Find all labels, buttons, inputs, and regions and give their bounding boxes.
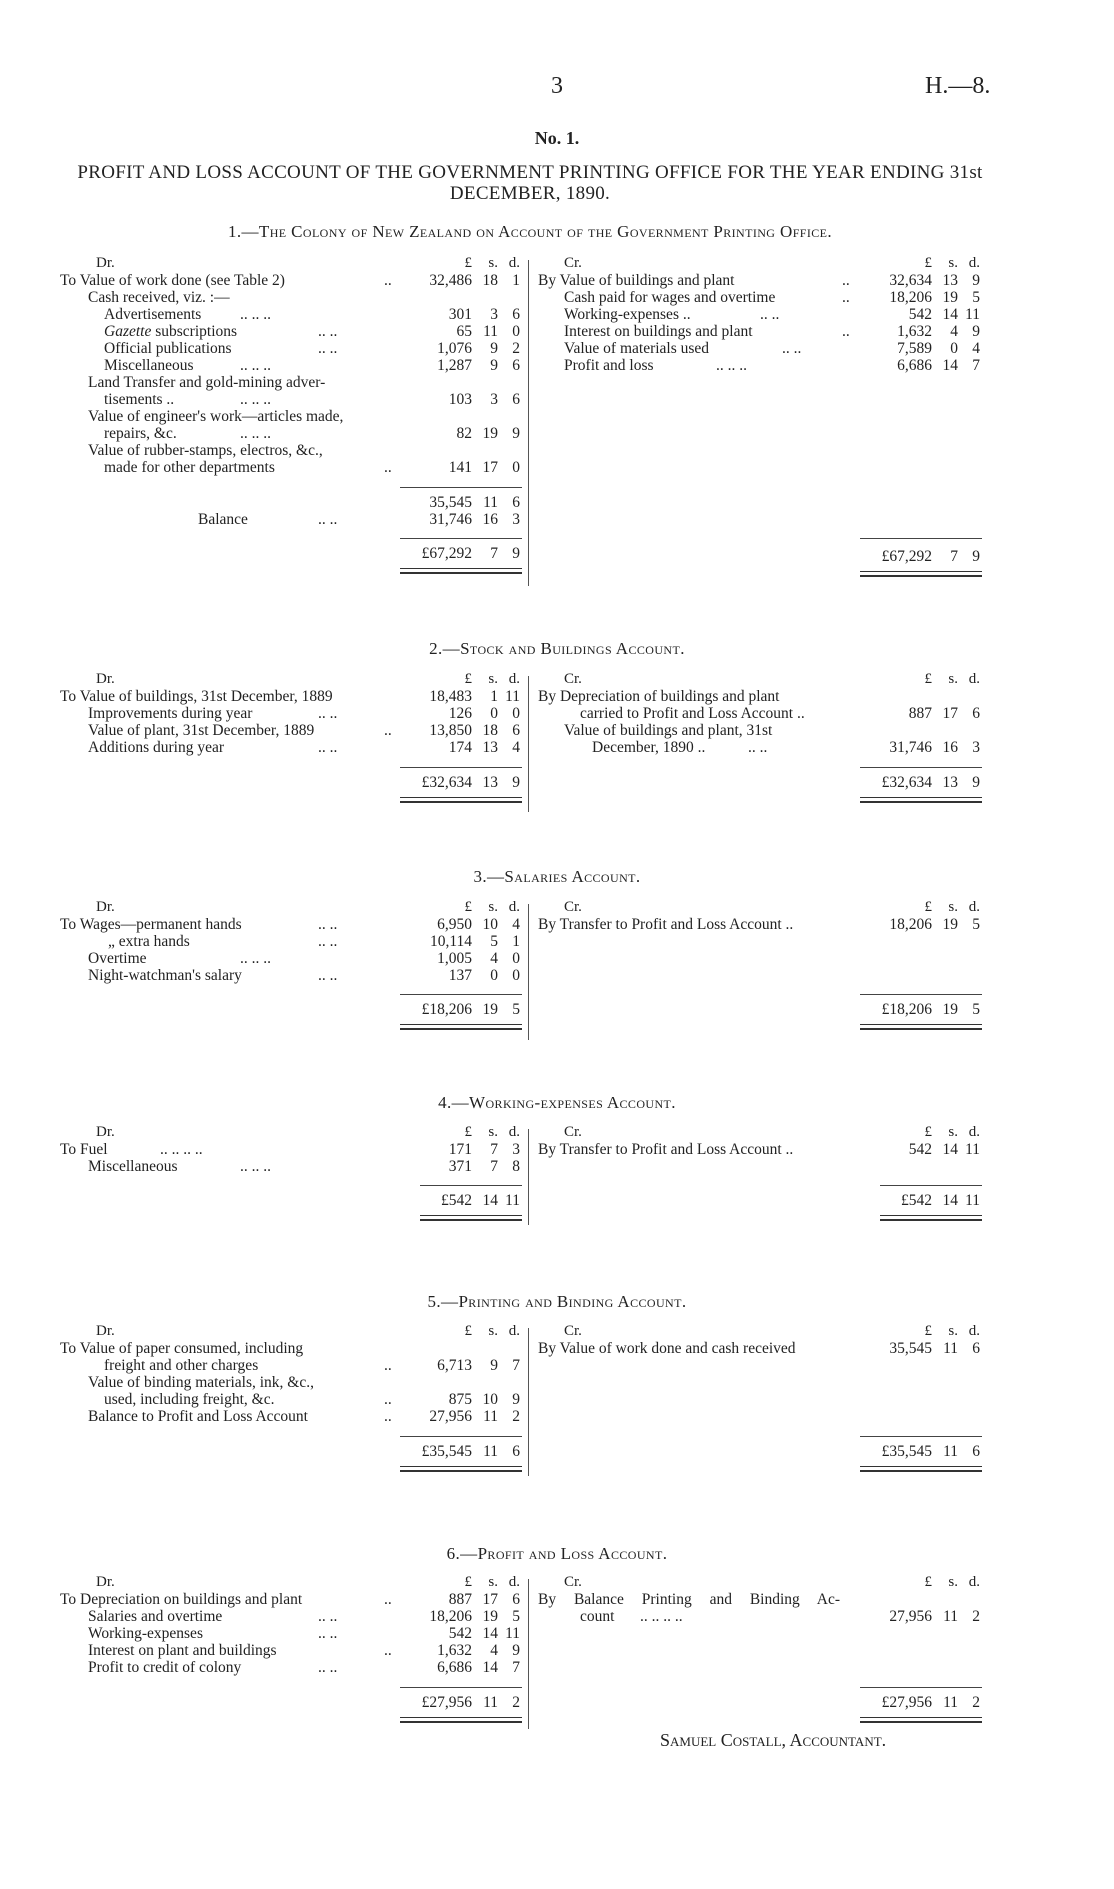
column-divider (528, 1328, 529, 1476)
debit-line: Value of binding materials, ink, &c., (88, 1374, 314, 1391)
debit-line: Value of plant, 31st December, 1889 (88, 722, 315, 739)
debit-line: Overtime (88, 950, 147, 967)
double-rule (400, 1717, 522, 1723)
debit-amount: 82 19 9 (456, 425, 520, 442)
debit-line: Value of engineer's work—articles made, (88, 408, 344, 425)
debit-amount: 6,950 10 4 (437, 916, 520, 933)
debit-line: To Value of work done (see Table 2) (60, 272, 285, 289)
debit-line: Night-watchman's salary (88, 967, 242, 984)
debit-amount: 6,713 9 7 (437, 1357, 520, 1374)
debit-line: To Value of paper consumed, including (60, 1340, 304, 1357)
debit-line: Advertisements (104, 306, 202, 323)
lsd-heading: £ s. d. (464, 671, 520, 687)
leader-dots: .. .. (318, 511, 338, 528)
total-rule (400, 767, 522, 768)
leader-dots: .. (384, 1408, 392, 1425)
section-3-title: 3.—Salaries Account. (473, 867, 641, 886)
credit-amount: 35,545 11 6 (889, 1340, 980, 1357)
credit-line: December, 1890 .. (592, 739, 706, 756)
leader-dots: .. (384, 722, 392, 739)
total-rule (860, 767, 982, 768)
debit-amount: 126 0 0 (448, 705, 520, 722)
credit-line: Interest on buildings and plant (564, 323, 753, 340)
debit-amount: 371 7 8 (448, 1158, 520, 1175)
lsd-heading: £ s. d. (924, 671, 980, 687)
leader-dots: .. .. (318, 1659, 338, 1676)
debit-line: Additions during year (88, 739, 225, 756)
credit-line: Profit and loss (564, 357, 654, 374)
debit-amount: 141 17 0 (448, 459, 520, 476)
leader-dots: .. .. (318, 323, 338, 340)
credit-total: £35,545 11 6 (881, 1443, 980, 1460)
cr-heading: Cr. (564, 899, 582, 915)
debit-total: £27,956 11 2 (421, 1694, 520, 1711)
total-rule (400, 994, 522, 995)
dr-heading: Dr. (96, 1124, 115, 1140)
leader-dots: .. .. (318, 705, 338, 722)
lsd-heading: £ s. d. (924, 1124, 980, 1140)
lsd-heading: £ s. d. (924, 1323, 980, 1339)
leader-dots: .. .. (318, 1608, 338, 1625)
credit-amount: 27,956 11 2 (889, 1608, 980, 1625)
subtotal-rule (400, 487, 522, 488)
lsd-heading: £ s. d. (464, 1574, 520, 1590)
credit-total: £18,206 19 5 (881, 1001, 980, 1018)
leader-dots: .. (842, 323, 850, 340)
section-2-title: 2.—Stock and Buildings Account. (429, 639, 685, 658)
leader-dots: .. (384, 272, 392, 289)
debit-amount: 1,632 4 9 (437, 1642, 520, 1659)
cr-heading: Cr. (564, 255, 582, 271)
double-rule (400, 568, 522, 574)
leader-dots: .. (384, 1391, 392, 1408)
debit-line: Miscellaneous (104, 357, 194, 374)
double-rule (400, 797, 522, 803)
subtotal-amount: 35,545 11 6 (429, 494, 520, 511)
column-divider (528, 904, 529, 1040)
debit-amount: 1,287 9 6 (437, 357, 520, 374)
double-rule (400, 1466, 522, 1472)
debit-line: Salaries and overtime (88, 1608, 223, 1625)
double-rule (860, 1717, 982, 1723)
dr-heading: Dr. (96, 671, 115, 687)
credit-amount: 18,206 19 5 (889, 289, 980, 306)
credit-line: By Transfer to Profit and Loss Account .. (538, 916, 794, 933)
debit-line: To Wages—permanent hands (60, 916, 242, 933)
double-rule (860, 797, 982, 803)
section-1-title: 1.—The Colony of New Zealand on Account of the Government Printing Office. (227, 222, 833, 241)
cr-heading: Cr. (564, 1323, 582, 1339)
credit-amount: 7,589 0 4 (897, 340, 980, 357)
debit-amount: 137 0 0 (448, 967, 520, 984)
debit-line: Interest on plant and buildings (88, 1642, 277, 1659)
credit-line: Working-expenses .. (564, 306, 691, 323)
credit-amount: 1,632 4 9 (897, 323, 980, 340)
debit-line: To Fuel (60, 1141, 108, 1158)
debit-line: Improvements during year (88, 705, 253, 722)
section-4-title: 4.—Working-expenses Account. (438, 1093, 676, 1112)
dr-heading: Dr. (96, 899, 115, 915)
debit-total: £35,545 11 6 (421, 1443, 520, 1460)
section-5-title: 5.—Printing and Binding Account. (427, 1292, 687, 1311)
lsd-heading: £ s. d. (924, 899, 980, 915)
credit-amount: 887 17 6 (908, 705, 980, 722)
debit-amount: 887 17 6 (448, 1591, 520, 1608)
column-divider (528, 1579, 529, 1729)
leader-dots: .. .. .. (240, 950, 271, 967)
debit-total: £542 14 11 (441, 1192, 520, 1209)
total-rule (860, 1436, 982, 1437)
column-divider (528, 1129, 529, 1225)
lsd-heading: £ s. d. (464, 1323, 520, 1339)
leader-dots: .. .. (748, 739, 768, 756)
debit-amount: 301 3 6 (448, 306, 520, 323)
dr-heading: Dr. (96, 1323, 115, 1339)
leader-dots: .. .. .. (240, 391, 271, 408)
dr-heading: Dr. (96, 255, 115, 271)
debit-amount: 1,005 4 0 (437, 950, 520, 967)
credit-amount: 542 14 11 (908, 306, 980, 323)
column-divider (528, 676, 529, 812)
double-rule (860, 571, 982, 577)
document-reference: H.—8. (925, 73, 991, 99)
leader-dots: .. .. .. (240, 425, 271, 442)
lsd-heading: £ s. d. (464, 1124, 520, 1140)
debit-line: made for other departments (104, 459, 275, 476)
double-rule (880, 1215, 982, 1221)
leader-dots: .. (384, 1357, 392, 1374)
credit-line: By Value of work done and cash received (538, 1340, 796, 1357)
credit-line: carried to Profit and Loss Account .. (580, 705, 805, 722)
debit-line: To Depreciation on buildings and plant (60, 1591, 303, 1608)
credit-line: Cash paid for wages and overtime (564, 289, 776, 306)
debit-amount: 103 3 6 (448, 391, 520, 408)
total-rule (860, 1687, 982, 1688)
leader-dots: .. .. (318, 916, 338, 933)
double-rule (420, 1215, 522, 1221)
credit-total: £32,634 13 9 (881, 774, 980, 791)
cr-heading: Cr. (564, 1124, 582, 1140)
debit-line: Miscellaneous (88, 1158, 178, 1175)
debit-amount: 1,076 9 2 (437, 340, 520, 357)
leader-dots: .. .. .. .. (640, 1608, 683, 1625)
debit-line: „ extra hands (108, 933, 190, 950)
credit-line: By Transfer to Profit and Loss Account .. (538, 1141, 794, 1158)
debit-amount: 27,956 11 2 (429, 1408, 520, 1425)
debit-amount: 875 10 9 (448, 1391, 520, 1408)
credit-amount: 32,634 13 9 (889, 272, 980, 289)
credit-line: Value of materials used (564, 340, 710, 357)
credit-amount: 31,746 16 3 (889, 739, 980, 756)
leader-dots: .. .. .. (240, 357, 271, 374)
total-rule (420, 1185, 522, 1186)
debit-total: £18,206 19 5 (421, 1001, 520, 1018)
leader-dots: .. .. (318, 340, 338, 357)
lsd-heading: £ s. d. (464, 899, 520, 915)
debit-line: To Value of buildings, 31st December, 1889 (60, 688, 333, 705)
debit-line: Cash received, viz. :— (88, 289, 230, 306)
credit-total: £542 14 11 (901, 1192, 980, 1209)
debit-amount: 10,114 5 1 (429, 933, 520, 950)
debit-total: £67,292 7 9 (421, 545, 520, 562)
credit-line: By Balance Printing and Binding Ac- (538, 1591, 841, 1608)
balance-label: Balance (198, 511, 248, 528)
leader-dots: .. .. (318, 933, 338, 950)
double-rule (860, 1466, 982, 1472)
total-rule (400, 1436, 522, 1437)
leader-dots: .. .. (782, 340, 802, 357)
debit-line: used, including freight, &c. (104, 1391, 275, 1408)
lsd-heading: £ s. d. (464, 255, 520, 271)
debit-line: Value of rubber-stamps, electros, &c., (88, 442, 323, 459)
credit-line: By Depreciation of buildings and plant (538, 688, 780, 705)
leader-dots: .. .. .. (240, 1158, 271, 1175)
leader-dots: .. (384, 459, 392, 476)
leader-dots: .. (842, 289, 850, 306)
leader-dots: .. .. (318, 1625, 338, 1642)
debit-amount: 13,850 18 6 (429, 722, 520, 739)
credit-total: £27,956 11 2 (881, 1694, 980, 1711)
column-divider (528, 260, 529, 586)
credit-amount: 6,686 14 7 (897, 357, 980, 374)
leader-dots: .. .. (760, 306, 780, 323)
cr-heading: Cr. (564, 671, 582, 687)
debit-amount: 6,686 14 7 (437, 1659, 520, 1676)
accountant-signature: Samuel Costall, Accountant. (660, 1730, 887, 1750)
lsd-heading: £ s. d. (924, 1574, 980, 1590)
debit-line: Working-expenses (88, 1625, 203, 1642)
page-number: 3 (551, 73, 563, 99)
debit-amount: 65 11 0 (456, 323, 520, 340)
balance-amount: 31,746 16 3 (429, 511, 520, 528)
total-rule (400, 538, 522, 539)
leader-dots: .. (384, 1642, 392, 1659)
total-rule (860, 538, 982, 539)
total-rule (880, 1185, 982, 1186)
credit-total: £67,292 7 9 (881, 548, 980, 565)
total-rule (400, 1687, 522, 1688)
leader-dots: .. (384, 1591, 392, 1608)
debit-amount: 32,486 18 1 (429, 272, 520, 289)
leader-dots: .. .. (318, 967, 338, 984)
section-6-title: 6.—Profit and Loss Account. (446, 1544, 668, 1563)
leader-dots: .. .. .. .. (160, 1141, 203, 1158)
debit-amount: 174 13 4 (448, 739, 520, 756)
document-number: No. 1. (534, 128, 580, 148)
credit-line: By Value of buildings and plant (538, 272, 735, 289)
total-rule (860, 994, 982, 995)
leader-dots: .. (842, 272, 850, 289)
debit-line: Land Transfer and gold-mining adver- (88, 374, 326, 391)
debit-line: Balance to Profit and Loss Account (88, 1408, 308, 1425)
debit-line: Gazette subscriptions (104, 323, 238, 340)
leader-dots: .. .. (318, 739, 338, 756)
main-title: PROFIT AND LOSS ACCOUNT OF THE GOVERNMENT PRINTING OFFICE FOR THE YEAR ENDING 31st DECEMBER, 1890. (77, 162, 983, 204)
lsd-heading: £ s. d. (924, 255, 980, 271)
debit-total: £32,634 13 9 (421, 774, 520, 791)
cr-heading: Cr. (564, 1574, 582, 1590)
double-rule (400, 1024, 522, 1030)
debit-amount: 171 7 3 (448, 1141, 520, 1158)
debit-line: repairs, &c. (104, 425, 177, 442)
debit-amount: 18,483 1 11 (429, 688, 520, 705)
credit-amount: 18,206 19 5 (889, 916, 980, 933)
credit-line: Value of buildings and plant, 31st (564, 722, 773, 739)
debit-line: freight and other charges (104, 1357, 259, 1374)
credit-line: count (580, 1608, 615, 1625)
dr-heading: Dr. (96, 1574, 115, 1590)
credit-amount: 542 14 11 (908, 1141, 980, 1158)
leader-dots: .. .. .. (716, 357, 747, 374)
debit-amount: 542 14 11 (448, 1625, 520, 1642)
leader-dots: .. .. .. (240, 306, 271, 323)
debit-amount: 18,206 19 5 (429, 1608, 520, 1625)
debit-line: Profit to credit of colony (88, 1659, 242, 1676)
double-rule (860, 1024, 982, 1030)
debit-line: tisements .. (104, 391, 175, 408)
debit-line: Official publications (104, 340, 232, 357)
